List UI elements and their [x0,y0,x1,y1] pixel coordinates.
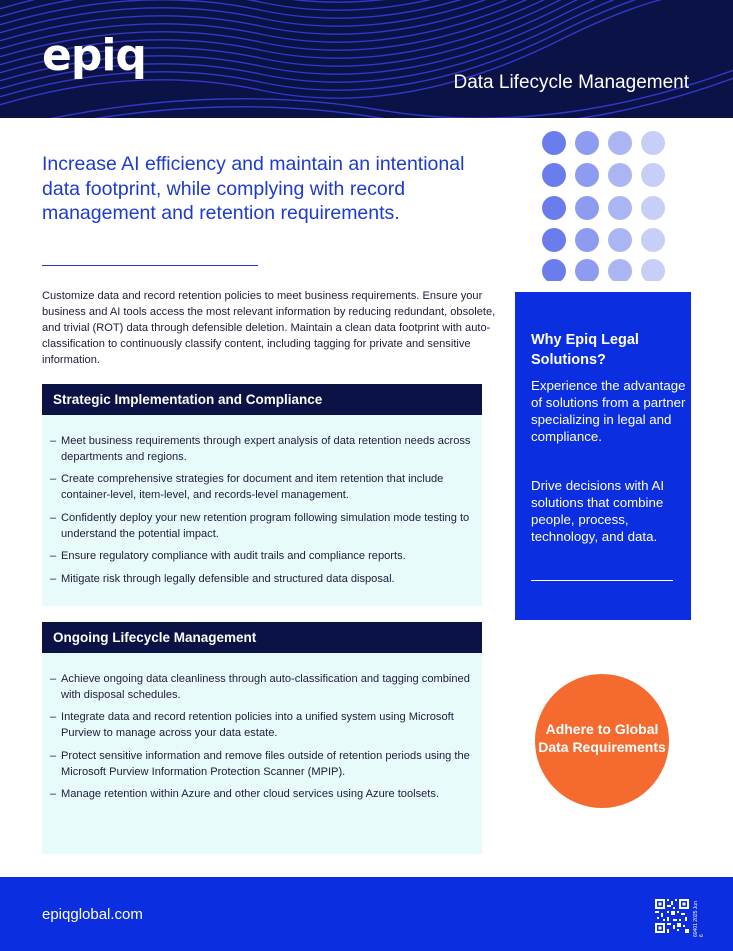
list-item: – Integrate data and record retention policies into a unified system using Microsoft Purview to manage across your data estate. [50,711,454,740]
dash-bullet: – [50,788,57,801]
strategic-list [42,434,482,588]
list-item: – Achieve ongoing data cleanliness through auto-classification and tagging combined with disposal schedules. [50,673,470,701]
dash-bullet: – [50,511,57,524]
dash-bullet: – [50,673,57,685]
epiq-logo: epiq [42,30,146,81]
dash-bullet: – [50,550,57,563]
decorative-dot-grid [540,131,668,281]
list-item: – Protect sensitive information and remove files outside of retention periods using the Microsoft Purview Information Protection Scanner (MPIP). [50,749,470,778]
dot-row-1 [542,131,665,155]
header-banner [0,0,733,118]
callout-circle: Adhere to Global Data Requirements [535,674,669,808]
dot-row-4 [542,228,665,252]
footer-website-link[interactable]: epiqglobal.com [42,906,143,923]
dash-bullet: – [50,749,57,762]
list-item: – Confidently deploy your new retention program following simulation mode testing to understand the potential impact. [50,511,470,540]
sidebar-title: Why Epiq Legal Solutions? [531,332,639,368]
dash-bullet: – [50,572,57,585]
sidebar-divider [531,580,673,581]
footer-bar [0,877,733,951]
dot-row-2 [542,163,665,187]
list-item: – Ensure regulatory compliance with audit trails and compliance reports. [42,549,482,565]
why-epiq-sidebar [515,292,691,620]
section-heading-ongoing: Ongoing Lifecycle Management [42,622,482,653]
list-item: – Create comprehensive strategies for document and item retention that include container-level, item-level, and records-level management. [50,473,444,502]
list-item: – Mitigate risk through legally defensible and structured data disposal. [42,572,482,588]
sidebar-paragraph-1: Experience the advantage of solutions from a partner specializing in legal and compliance. [531,378,686,444]
section-body-strategic [42,415,482,606]
headline-divider [42,265,258,266]
intro-paragraph: Customize data and record retention policies to meet business requirements. Ensure your business and AI tools access the most relevant information by reducing redundant, obsolete, and trivial (ROT) data through defensible deletion. Maintain a clean data footprint with auto-classification to continuously classify content, including tagging for private and sensitive information. [42,290,496,366]
ongoing-list [42,672,482,803]
section-body-ongoing [42,653,482,854]
dot-row-3 [542,196,665,220]
dot-row-5 [542,259,665,281]
list-item: – Meet business requirements through expert analysis of data retention needs across departments and regions. [50,435,471,463]
list-item: – Manage retention within Azure and other cloud services using Azure toolsets. [42,787,482,803]
headline: Increase AI efficiency and maintain an intentional data footprint, while complying with record management and retention requirements. [42,153,465,224]
sidebar-paragraph-2: Drive decisions with AI solutions that combine people, process, technology, and data. [531,478,665,544]
document-code: 60401 2025 Jun 6 [693,901,705,937]
section-heading-strategic: Strategic Implementation and Compliance [42,384,482,415]
dash-bullet: – [50,473,57,486]
qr-code-icon [655,899,689,933]
dash-bullet: – [50,435,57,447]
dash-bullet: – [50,711,57,724]
document-title: Data Lifecycle Management [453,72,689,93]
